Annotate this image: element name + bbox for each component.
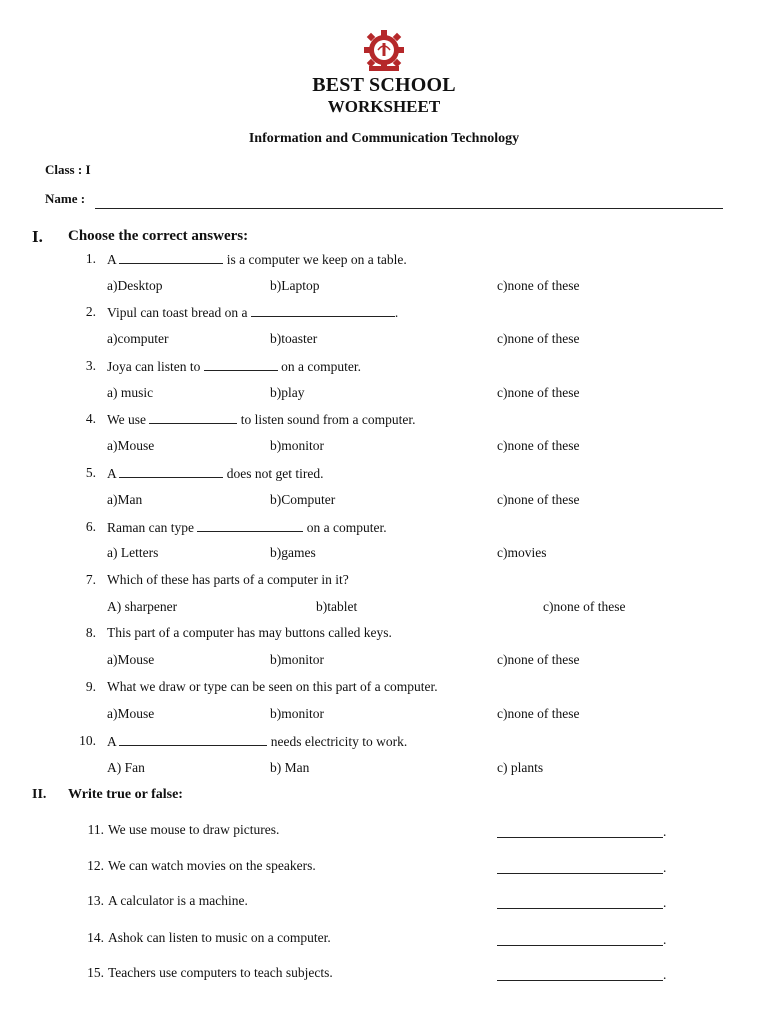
question-text-pre: What we draw or type can be seen on this part of a computer. [107,679,438,694]
option-b[interactable]: b)games [270,545,316,560]
section-2-number: II. [32,787,47,802]
subject-title: Information and Communication Technology [248,131,520,146]
question-text-post: does not get tired. [226,466,324,481]
question-text-post: . [394,305,399,320]
question-text-pre: A [107,466,117,481]
option-c[interactable]: c)none of these [497,706,580,721]
option-a[interactable]: a)Mouse [107,438,155,453]
question-number: 15. [87,965,104,980]
question-number: 1. [85,251,96,266]
question-number: 7. [85,572,96,587]
answer-line-end: . [663,860,667,875]
answer-line[interactable] [497,980,663,981]
question-text [107,411,416,428]
answer-line[interactable] [497,945,663,946]
option-c[interactable]: c) plants [497,760,544,775]
option-a[interactable]: a)Desktop [107,278,163,293]
question-number: 2. [85,304,96,319]
question-text [107,304,398,321]
answer-line-end: . [663,932,667,947]
option-a[interactable]: a)Man [107,492,143,507]
question-text [107,251,407,268]
question-number: 3. [85,358,96,373]
question-text-post: to listen sound from a computer. [240,412,416,427]
option-c[interactable]: c)none of these [497,385,580,400]
question-text [107,519,387,536]
class-label: Class : I [45,162,91,177]
question-number: 6. [85,519,96,534]
answer-line-end: . [663,895,667,910]
question-text [107,465,324,482]
answer-line[interactable] [497,837,663,838]
answer-blank[interactable] [119,251,223,264]
option-a[interactable]: a) Letters [107,545,159,560]
answer-blank[interactable] [119,733,267,746]
section-2-title: Write true or false: [68,787,183,802]
question-text: We can watch movies on the speakers. [108,858,316,873]
option-c[interactable]: c)none of these [497,278,580,293]
question-text-post: on a computer. [281,359,361,374]
question-text-post: needs electricity to work. [270,734,408,749]
answer-blank[interactable] [251,304,395,317]
question-text [107,733,407,750]
option-a[interactable]: a)computer [107,331,169,346]
question-number: 4. [85,411,96,426]
question-text-pre: Raman can type [107,520,194,535]
section-1-title: Choose the correct answers: [68,228,249,244]
answer-line-end: . [663,824,667,839]
question-text: Teachers use computers to teach subjects. [108,965,333,980]
option-a[interactable]: a)Mouse [107,652,155,667]
question-number: 5. [85,465,96,480]
section-1-number: I. [32,227,43,246]
option-b[interactable]: b)Laptop [270,278,320,293]
option-b[interactable]: b)tablet [316,599,358,614]
option-a[interactable]: A) sharpener [107,599,178,614]
option-b[interactable]: b)monitor [270,438,324,453]
option-b[interactable]: b)toaster [270,331,318,346]
question-text: We use mouse to draw pictures. [108,822,280,837]
option-a[interactable]: a)Mouse [107,706,155,721]
question-text [107,679,438,695]
answer-blank[interactable] [204,358,278,371]
question-number: 14. [87,930,104,945]
question-number: 11. [87,822,104,837]
school-logo [361,28,407,74]
question-text: Ashok can listen to music on a computer. [108,930,331,945]
question-text [107,358,361,375]
question-number: 10. [79,733,96,748]
question-text-post: is a computer we keep on a table. [226,252,407,267]
question-text-pre: Vipul can toast bread on a [107,305,248,320]
answer-line[interactable] [497,908,663,909]
option-a[interactable]: a) music [107,385,154,400]
answer-blank[interactable] [149,411,237,424]
question-text-pre: We use [107,412,147,427]
question-number: 8. [85,625,96,640]
answer-line[interactable] [497,873,663,874]
name-label: Name : [45,191,86,206]
question-number: 12. [87,858,104,873]
question-number: 13. [87,893,104,908]
option-b[interactable]: b) Man [270,760,310,775]
question-text-pre: A [107,252,117,267]
option-a[interactable]: A) Fan [107,760,145,775]
option-c[interactable]: c)none of these [497,438,580,453]
question-text-pre: Which of these has parts of a computer in it? [107,572,349,587]
option-c[interactable]: c)none of these [497,492,580,507]
option-b[interactable]: b)Computer [270,492,336,507]
question-text-pre: A [107,734,117,749]
question-text-pre: Joya can listen to [107,359,201,374]
question-text: A calculator is a machine. [108,893,248,908]
option-c[interactable]: c)none of these [497,331,580,346]
question-text-pre: This part of a computer has may buttons called keys. [107,625,392,640]
question-text [107,572,349,588]
option-c[interactable]: c)movies [497,545,547,560]
question-number: 9. [85,679,96,694]
option-b[interactable]: b)monitor [270,706,324,721]
answer-blank[interactable] [197,519,303,532]
answer-line-end: . [663,967,667,982]
worksheet-label: WORKSHEET [327,97,441,116]
option-c[interactable]: c)none of these [497,652,580,667]
option-b[interactable]: b)monitor [270,652,324,667]
question-text [107,625,392,641]
school-name: BEST SCHOOL [312,74,456,96]
option-c[interactable]: c)none of these [543,599,626,614]
question-text-post: on a computer. [306,520,387,535]
option-b[interactable]: b)play [270,385,305,400]
answer-blank[interactable] [119,465,223,478]
name-line [95,208,723,209]
